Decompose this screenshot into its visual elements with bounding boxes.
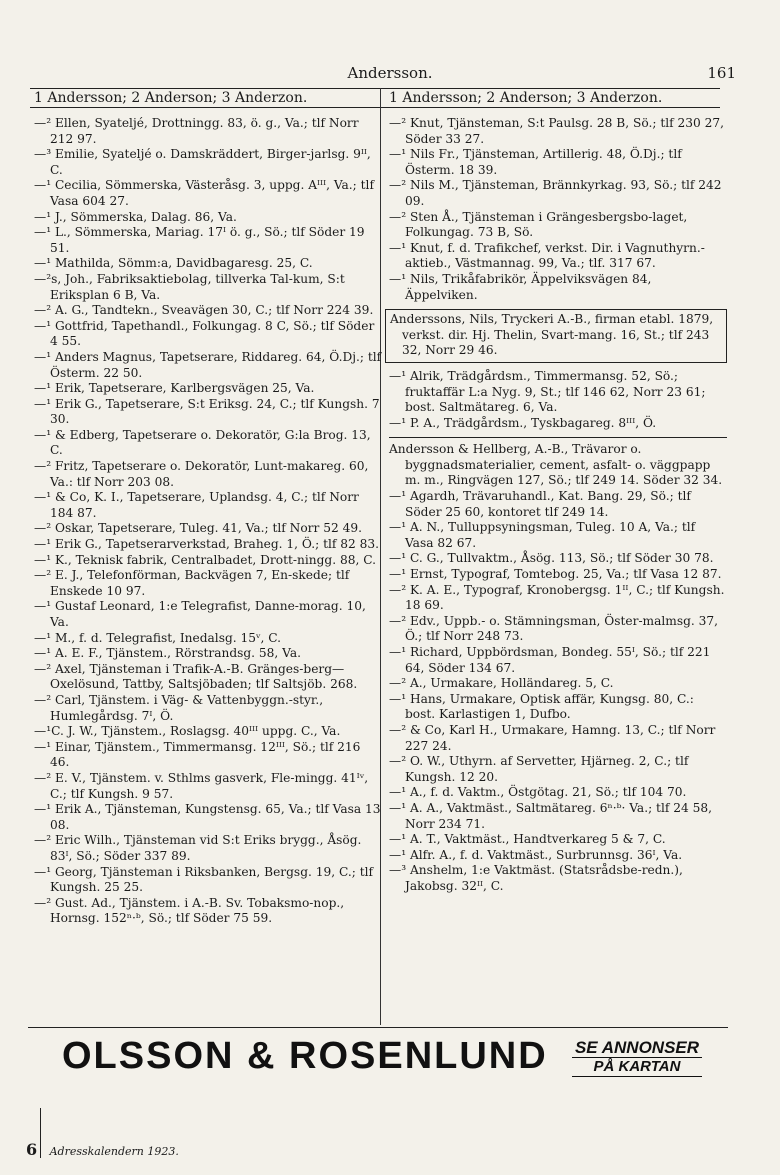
directory-entry: —¹ A. T., Vaktmäst., Handtverkareg 5 & 7, C.: [389, 832, 666, 847]
directory-entry: —¹ Richard, Uppbördsman, Bondeg. 55ᴵ, Sö.; tlf 221 64, Söder 134 67.: [389, 645, 711, 675]
footer-source: Adresskalendern 1923.: [49, 1145, 179, 1158]
directory-entry: —¹ Nils Fr., Tjänsteman, Artillerig. 48, Ö.Dj.; tlf Österm. 18 39.: [389, 147, 682, 177]
directory-entry: —¹ Gottfrid, Tapethandl., Folkungag. 8 C, Sö.; tlf Söder 4 55.: [34, 318, 375, 349]
directory-entry: —¹ Nils, Trikåfabrikör, Äppelviksvägen 84, Äppelviken.: [389, 271, 652, 302]
footer: [26, 1140, 179, 1159]
directory-entry: —² O. W., Uthyrn. af Servetter, Hjärneg. 2, C.; tlf Kungsh. 12 20.: [389, 754, 689, 784]
right-column: [389, 116, 727, 895]
directory-entry: —² Ellen, Syateljé, Drottningg. 83, ö. g., Va.; tlf Norr 212 97.: [34, 116, 359, 146]
directory-entry: —¹ J., Sömmerska, Dalag. 86, Va.: [34, 209, 237, 224]
directory-entry: —² A., Urmakare, Holländareg. 5, C.: [389, 676, 614, 691]
directory-entry: —¹ A. A., Vaktmäst., Saltmätareg. 6ⁿ·ᵇ· Va.; tlf 24 58, Norr 234 71.: [389, 800, 713, 831]
ad-tagline-line1: SE ANNONSER: [574, 1038, 700, 1057]
directory-entry: —¹ C. G., Tullvaktm., Åsög. 113, Sö.; tlf Söder 30 78.: [389, 551, 714, 566]
directory-entry: —¹ Erik A., Tjänsteman, Kungstensg. 65, Va.; tlf Vasa 13 08.: [34, 802, 381, 832]
directory-entry: —¹ & Edberg, Tapetserare o. Dekoratör, G:la Brog. 13, C.: [34, 427, 371, 458]
directory-entry: —² Gust. Ad., Tjänstem. i A.-B. Sv. Tobaksmo-nop., Hornsg. 152ⁿ·ᵇ, Sö.; tlf Söder 75 59.: [34, 895, 345, 926]
directory-entry: —² Carl, Tjänstem. i Väg- & Vattenbyggn.-styr., Humlegårdsg. 7ᴵ, Ö.: [34, 692, 324, 723]
boxed-firm-entry: [385, 309, 727, 363]
footer-page-number: 6: [26, 1140, 38, 1159]
directory-entry: —³ Anshelm, 1:e Vaktmäst. (Statsrådsbe-redn.), Jakobsg. 32ᴵᴵ, C.: [389, 863, 683, 893]
right-column-bottom-entries: [389, 489, 727, 894]
directory-entry: —² Fritz, Tapetserare o. Dekoratör, Lunt-makareg. 60, Va.: tlf Norr 203 08.: [34, 459, 369, 489]
directory-entry: —¹ Georg, Tjänsteman i Riksbanken, Bergsg. 19, C.; tlf Kungsh. 25 25.: [34, 864, 374, 895]
directory-entry: —¹ Anders Magnus, Tapetserare, Riddareg. 64, Ö.Dj.; tlf Österm. 22 50.: [34, 349, 382, 380]
directory-entry: —¹ Alrik, Trädgårdsm., Timmermansg. 52, Sö.; fruktaffär L:a Nyg. 9, St.; tlf 146 62, Norr 23 61; bost. Saltmätareg. 6, Va.: [389, 368, 706, 415]
directory-entry: —¹ Alfr. A., f. d. Vaktmäst., Surbrunnsg. 36ᴵ, Va.: [389, 847, 683, 862]
right-column-middle-entries: [389, 369, 727, 431]
directory-entry: —¹ & Co, K. I., Tapetserare, Uplandsg. 4, C.; tlf Norr 184 87.: [34, 490, 359, 520]
left-column-heading: 1 Andersson; 2 Anderson; 3 Anderzon.: [34, 90, 308, 106]
left-column: [34, 116, 382, 927]
directory-entry: —²s, Joh., Fabriksaktiebolag, tillverka Tal-kum, S:t Eriksplan 6 B, Va.: [34, 271, 345, 302]
directory-entry: —¹ K., Teknisk fabrik, Centralbadet, Drott-ningg. 88, C.: [34, 552, 376, 567]
directory-entry: —¹ Knut, f. d. Trafikchef, verkst. Dir. i Vagnuthyrn.-aktieb., Västmannag. 99, Va.; tlf. 317 67.: [389, 240, 705, 271]
directory-entry: —² K. A. E., Typograf, Kronobergsg. 1ᴵᴵ, C.; tlf Kungsh. 18 69.: [389, 582, 725, 613]
directory-entry: —² A. G., Tandtekn., Sveavägen 30, C.; tlf Norr 224 39.: [34, 303, 374, 318]
directory-entry: —¹ Einar, Tjänstem., Timmermansg. 12ᴵᴵᴵ, Sö.; tlf 216 46.: [34, 739, 361, 770]
underlined-firm-entry: [389, 437, 727, 489]
directory-entry: —² E. J., Telefonförman, Backvägen 7, En-skede; tlf Enskede 10 97.: [34, 568, 350, 598]
directory-entry: —¹ Agardh, Trävaruhandl., Kat. Bang. 29, Sö.; tlf Söder 25 60, kontoret tlf 249 14.: [389, 489, 691, 519]
directory-entry: —¹ L., Sömmerska, Mariag. 17ᴵ ö. g., Sö.; tlf Söder 19 51.: [34, 225, 365, 255]
ad-tagline: [562, 1039, 712, 1077]
directory-entry: —¹ Gustaf Leonard, 1:e Telegrafist, Danne-morag. 10, Va.: [34, 599, 366, 629]
directory-entry: —² Knut, Tjänsteman, S:t Paulsg. 28 B, Sö.; tlf 230 27, Söder 33 27.: [389, 116, 725, 146]
directory-entry: —² Sten Å., Tjänsteman i Grängesbergsbo-laget, Folkungag. 73 B, Sö.: [389, 209, 688, 240]
page-title: Andersson.: [347, 64, 433, 82]
boxed-entry-text: Anderssons, Nils, Tryckeri A.-B., firman etabl. 1879, verkst. dir. Hj. Thelin, Svart-mang. 16, St.; tlf 243 32, Norr 29 46.: [390, 312, 714, 358]
directory-entry: —¹ Erik G., Tapetserarverkstad, Braheg. 1, Ö.; tlf 82 83.: [34, 537, 380, 552]
header-rule: [30, 88, 720, 89]
column-heading-rule: [30, 107, 720, 108]
directory-entry: —³ Emilie, Syateljé o. Damskräddert, Birger-jarlsg. 9ᴵᴵ, C.: [34, 147, 371, 177]
directory-entry: —² E. V., Tjänstem. v. Sthlms gasverk, Fle-mingg. 41ᴵᵛ, C.; tlf Kungsh. 9 57.: [34, 770, 369, 801]
directory-entry: —¹ Mathilda, Sömm:a, Davidbagaresg. 25, C.: [34, 256, 313, 271]
footer-rule: [28, 1027, 728, 1028]
page-number: 161: [707, 64, 736, 82]
footer-bar: [40, 1108, 41, 1158]
right-column-heading: 1 Andersson; 2 Anderson; 3 Anderzon.: [389, 90, 663, 106]
running-head: [0, 64, 780, 86]
directory-entry: —¹ A., f. d. Vaktm., Östgötag. 21, Sö.; tlf 104 70.: [389, 785, 687, 800]
directory-entry: —² Nils M., Tjänsteman, Brännkyrkag. 93, Sö.; tlf 242 09.: [389, 178, 722, 208]
ad-tagline-line2: PÅ KARTAN: [572, 1057, 702, 1077]
directory-entry: —¹ Cecilia, Sömmerska, Västeråsg. 3, uppg. Aᴵᴵᴵ, Va.; tlf Vasa 604 27.: [34, 178, 374, 208]
right-column-top-entries: [389, 116, 727, 303]
advertisement: [34, 1033, 734, 1093]
directory-entry: —² Eric Wilh., Tjänsteman vid S:t Eriks brygg., Åsög. 83ᴵ, Sö.; Söder 337 89.: [34, 833, 362, 863]
directory-entry: —² & Co, Karl H., Urmakare, Hamng. 13, C.; tlf Norr 227 24.: [389, 722, 716, 753]
directory-entry: —¹ M., f. d. Telegrafist, Inedalsg. 15ᵛ, C.: [34, 630, 282, 645]
directory-entry: —¹ Erik, Tapetserare, Karlbergsvägen 25, Va.: [34, 381, 315, 396]
directory-entry: —¹ A. E. F., Tjänstem., Rörstrandsg. 58, Va.: [34, 646, 302, 661]
directory-entry: —¹ A. N., Tulluppsyningsman, Tuleg. 10 A, Va.; tlf Vasa 82 67.: [389, 520, 696, 550]
underlined-entry-text: Andersson & Hellberg, A.-B., Trävaror o. byggnadsmaterialier, cement, asfalt- o. väggpapp m. m., Ringvägen 127, Sö.; tlf 249 14. Söder 32 34.: [389, 442, 723, 488]
directory-entry: —² Edv., Uppb.- o. Stämningsman, Öster-malmsg. 37, Ö.; tlf Norr 248 73.: [389, 613, 719, 644]
ad-brand: OLSSON & ROSENLUND: [62, 1035, 548, 1077]
directory-entry: —¹ Erik G., Tapetserare, S:t Eriksg. 24, C.; tlf Kungsh. 7 30.: [34, 396, 380, 427]
directory-entry: —¹ Ernst, Typograf, Tomtebog. 25, Va.; tlf Vasa 12 87.: [389, 567, 722, 582]
directory-entry: —¹ P. A., Trädgårdsm., Tyskbagareg. 8ᴵᴵᴵ, Ö.: [389, 415, 657, 430]
directory-entry: —² Axel, Tjänsteman i Trafik-A.-B. Gränges-berg—Oxelösund, Tattby, Saltsjöbaden; tlf Saltsjöb. 268.: [34, 661, 358, 692]
directory-entry: —¹C. J. W., Tjänstem., Roslagsg. 40ᴵᴵᴵ uppg. C., Va.: [34, 724, 341, 739]
directory-entry: —¹ Hans, Urmakare, Optisk affär, Kungsg. 80, C.: bost. Karlastigen 1, Dufbo.: [389, 691, 694, 722]
directory-entry: —² Oskar, Tapetserare, Tuleg. 41, Va.; tlf Norr 52 49.: [34, 521, 362, 536]
